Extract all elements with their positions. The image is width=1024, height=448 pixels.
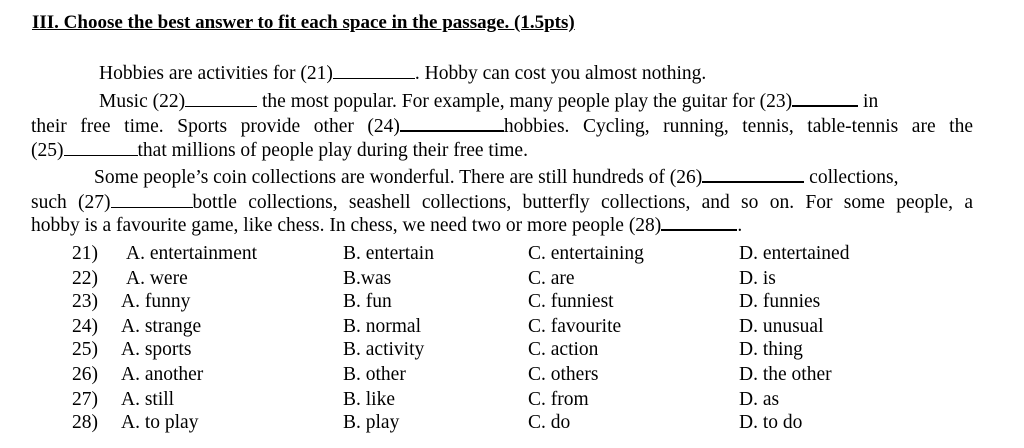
question-number: 23)	[72, 291, 98, 312]
blank-23	[792, 90, 858, 107]
option-a[interactable]: A. to play	[121, 412, 199, 433]
blank-21	[333, 63, 415, 79]
option-a[interactable]: A. another	[121, 364, 204, 385]
question-number: 27)	[72, 389, 98, 410]
option-b[interactable]: B. activity	[343, 339, 425, 360]
option-c[interactable]: C. from	[528, 389, 589, 410]
option-b[interactable]: B. other	[343, 364, 406, 385]
question-number: 25)	[72, 339, 98, 360]
option-b[interactable]: B.was	[343, 268, 392, 289]
blank-24	[400, 115, 504, 132]
question-number: 22)	[72, 268, 98, 289]
option-b[interactable]: B. fun	[343, 291, 392, 312]
question-number: 26)	[72, 364, 98, 385]
option-d[interactable]: D. entertained	[739, 243, 850, 264]
option-c[interactable]: C. action	[528, 339, 599, 360]
question-number: 21)	[72, 243, 98, 264]
option-c[interactable]: C. entertaining	[528, 243, 644, 264]
option-d[interactable]: D. the other	[739, 364, 832, 385]
blank-25	[64, 140, 138, 156]
option-c[interactable]: C. are	[528, 268, 575, 289]
blank-27	[111, 192, 193, 208]
option-a[interactable]: A. sports	[121, 339, 192, 360]
passage-line-1: Hobbies are activities for (21) . Hobby can cost you almost nothing.	[99, 63, 707, 84]
passage-line-3: their free time. Sports provide other (24) hobbies. Cycling, running, tennis, table-tennis are the	[31, 116, 973, 137]
option-b[interactable]: B. play	[343, 412, 400, 433]
option-a[interactable]: A. were	[126, 268, 188, 289]
option-d[interactable]: D. thing	[739, 339, 803, 360]
option-d[interactable]: D. unusual	[739, 316, 824, 337]
option-a[interactable]: A. funny	[121, 291, 191, 312]
question-number: 28)	[72, 412, 98, 433]
option-b[interactable]: B. like	[343, 389, 395, 410]
passage-line-5: Some people’s coin collections are wonderful. There are still hundreds of (26) collections,	[94, 167, 899, 188]
blank-22	[185, 91, 257, 107]
option-b[interactable]: B. normal	[343, 316, 421, 337]
option-c[interactable]: C. do	[528, 412, 571, 433]
option-c[interactable]: C. others	[528, 364, 599, 385]
passage-line-2: Music (22) the most popular. For example, many people play the guitar for (23) in	[99, 91, 879, 112]
passage-line-7: hobby is a favourite game, like chess. In chess, we need two or more people (28) .	[31, 215, 743, 236]
question-number: 24)	[72, 316, 98, 337]
blank-26	[702, 166, 804, 183]
option-a[interactable]: A. entertainment	[126, 243, 258, 264]
option-a[interactable]: A. still	[121, 389, 175, 410]
option-d[interactable]: D. funnies	[739, 291, 821, 312]
option-c[interactable]: C. favourite	[528, 316, 622, 337]
option-d[interactable]: D. as	[739, 389, 780, 410]
passage-line-6: such (27) bottle collections, seashell collections, butterfly collections, and so on. For some people, a	[31, 192, 973, 213]
option-d[interactable]: D. is	[739, 268, 776, 289]
option-a[interactable]: A. strange	[121, 316, 202, 337]
blank-28	[661, 214, 737, 231]
passage-line-4: (25) that millions of people play during their free time.	[31, 140, 528, 161]
exercise-heading: III. Choose the best answer to fit each space in the passage. (1.5pts)	[32, 12, 575, 33]
option-d[interactable]: D. to do	[739, 412, 803, 433]
option-c[interactable]: C. funniest	[528, 291, 614, 312]
option-b[interactable]: B. entertain	[343, 243, 434, 264]
